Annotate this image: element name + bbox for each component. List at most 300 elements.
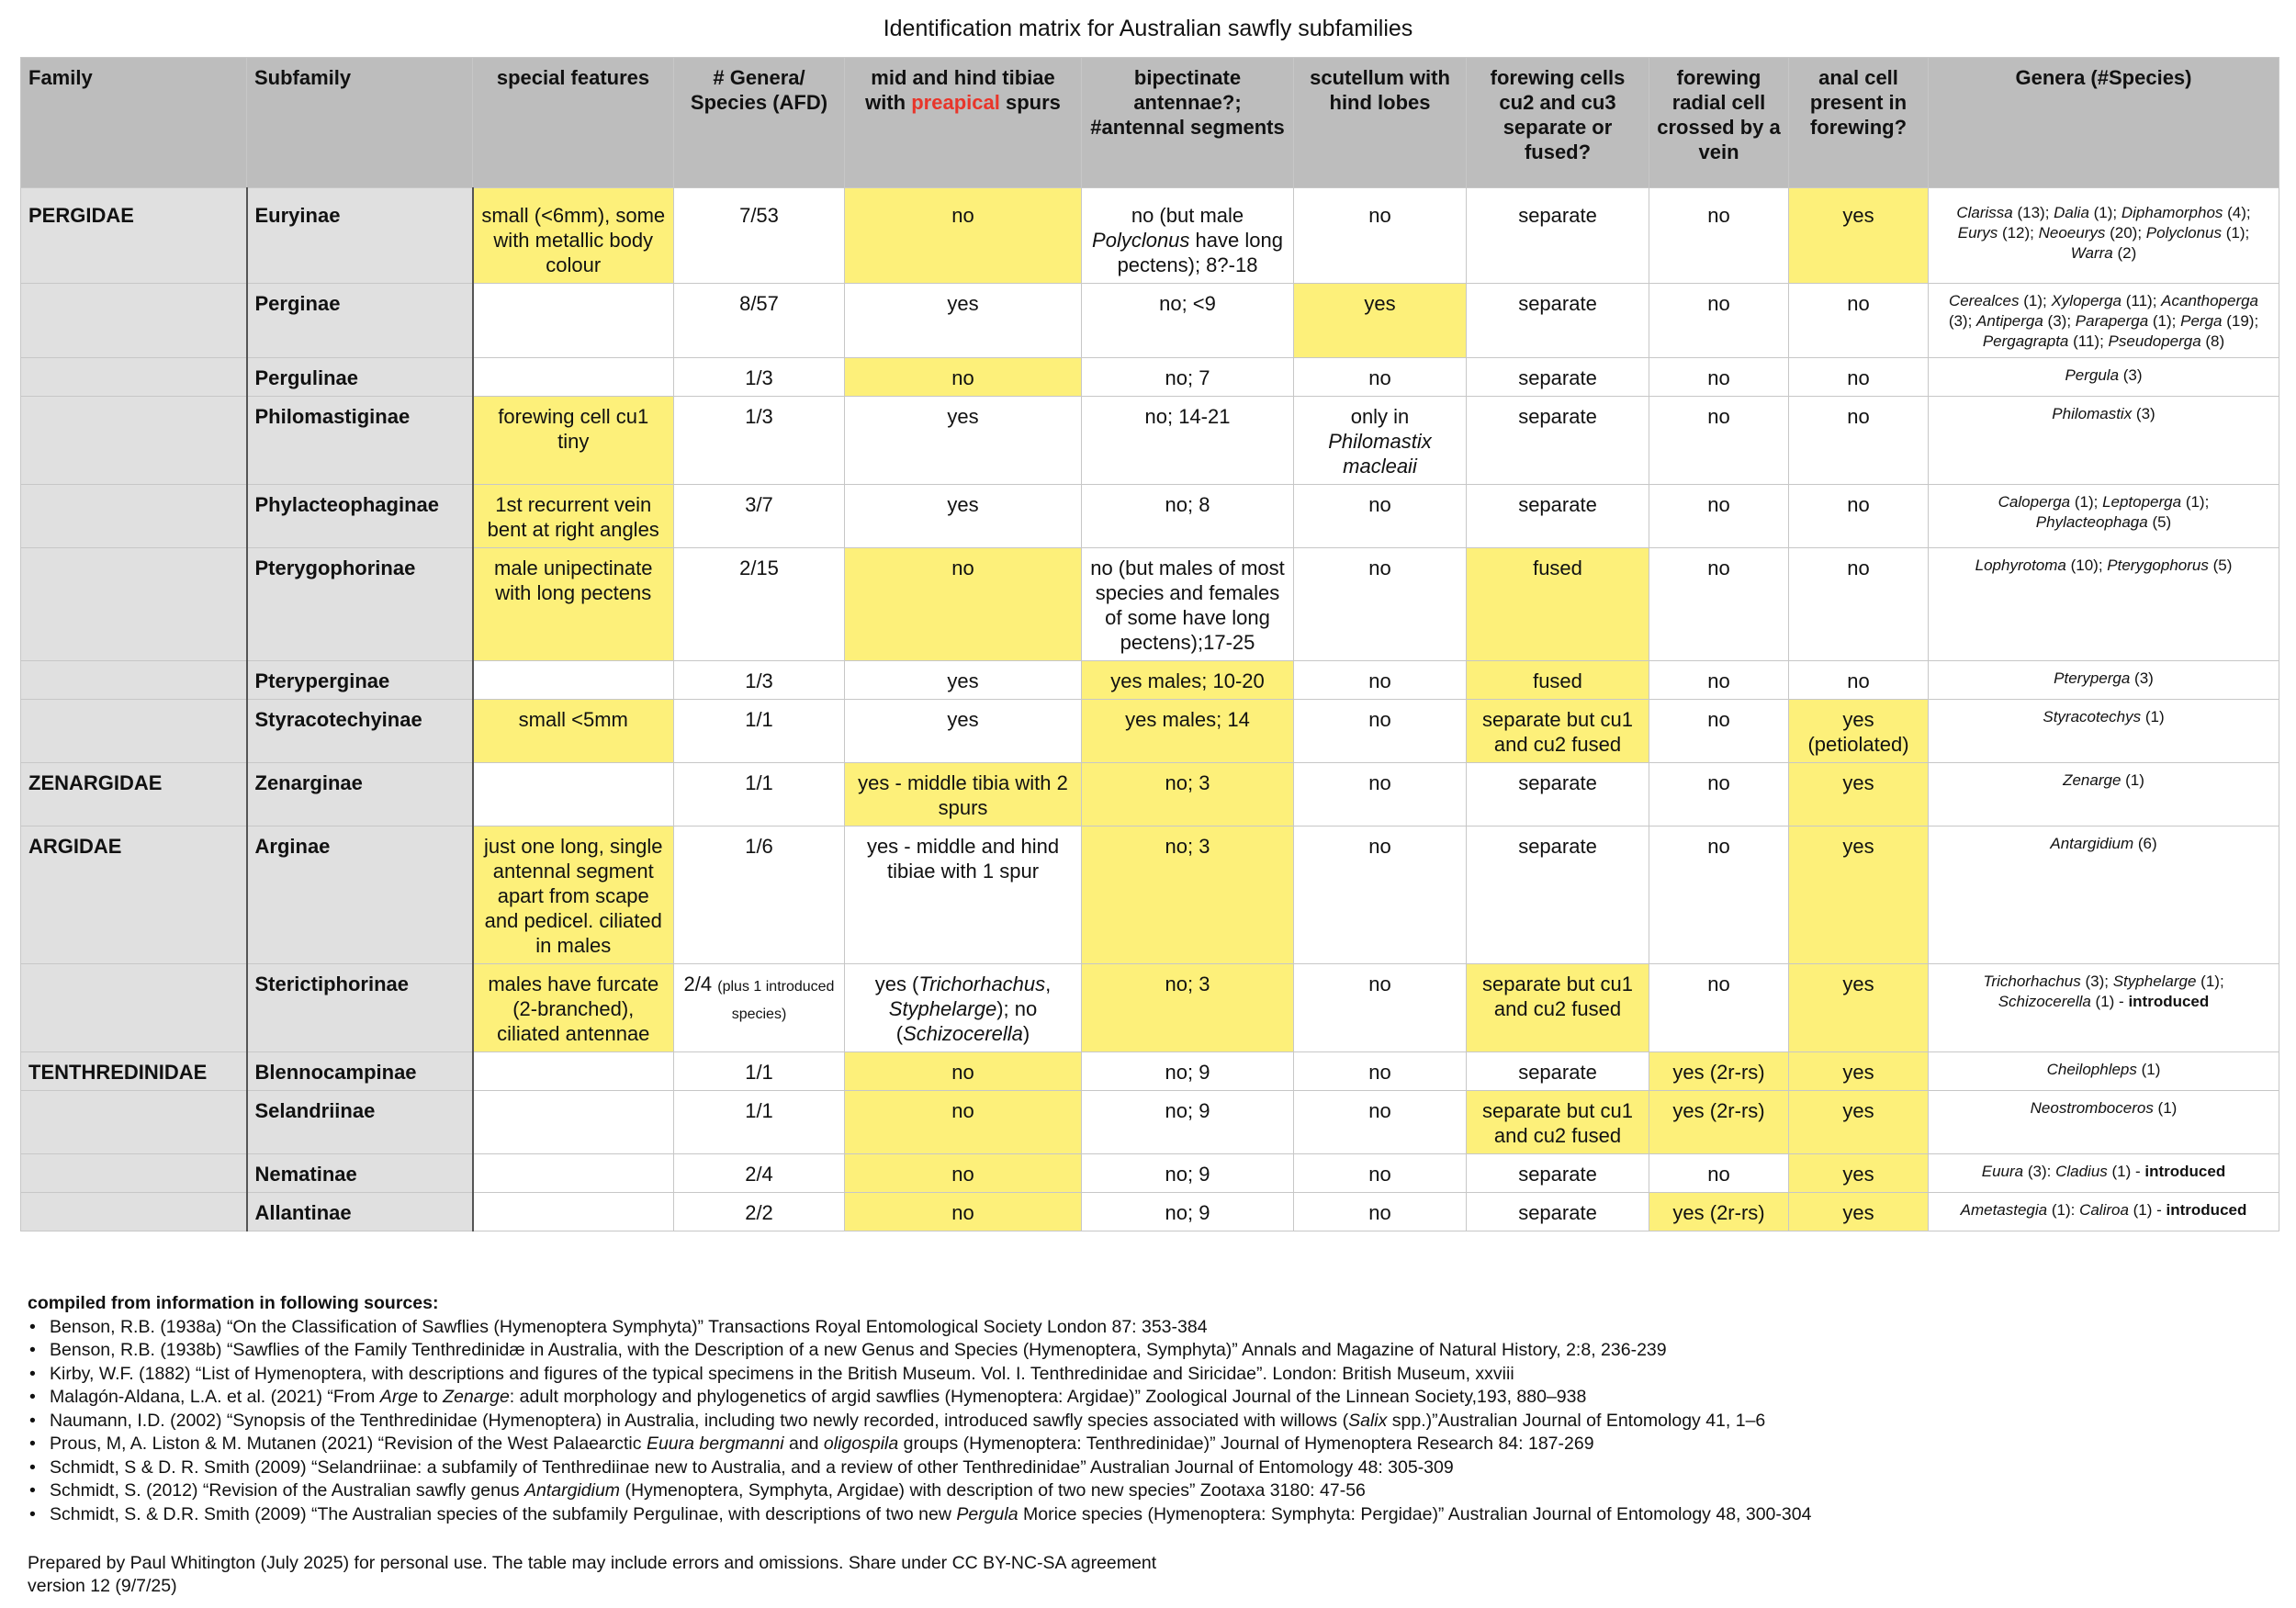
forewing-cells-cell: separate bbox=[1467, 1154, 1649, 1193]
genus-count: (3); bbox=[1948, 312, 1977, 330]
header-tibiae-post: spurs bbox=[999, 91, 1061, 114]
source-item bbox=[28, 1456, 2278, 1480]
subfamily-cell: Phylacteophaginae bbox=[247, 485, 473, 548]
source-item bbox=[28, 1363, 2278, 1387]
tibiae-cell bbox=[845, 964, 1082, 1052]
radial-cell: no bbox=[1649, 763, 1789, 826]
table-row bbox=[21, 700, 2279, 763]
table-row bbox=[21, 964, 2279, 1052]
genera-species-value: 2/4 bbox=[683, 973, 713, 995]
scutellum-cell bbox=[1294, 397, 1467, 485]
genus-count: (6) bbox=[2133, 835, 2157, 852]
header-tibiae-pre: mid and hind tibiae with bbox=[865, 66, 1055, 114]
forewing-cells-cell: separate but cu1 and cu2 fused bbox=[1467, 1091, 1649, 1154]
sources-section bbox=[28, 1292, 2278, 1526]
family-cell bbox=[21, 1091, 247, 1154]
antennae-genus: Polyclonus bbox=[1092, 229, 1190, 252]
source-item bbox=[28, 1410, 2278, 1434]
genera-species-note: (plus 1 introduced species) bbox=[717, 979, 835, 1022]
genus-count: (3) bbox=[2132, 405, 2155, 422]
special-features-cell bbox=[473, 284, 674, 358]
genera-species-cell: 3/7 bbox=[674, 485, 845, 548]
table-row bbox=[21, 1154, 2279, 1193]
genera-species-cell: 1/1 bbox=[674, 1052, 845, 1091]
special-features-cell: just one long, single antennal segment apart from scape and pedicel. ciliated in males bbox=[473, 826, 674, 964]
header-scutellum: scutellum with hind lobes bbox=[1294, 58, 1467, 188]
genus-name: Warra bbox=[2070, 244, 2113, 262]
genus-name: Leptoperga bbox=[2102, 493, 2182, 511]
antennae-cell: no; 9 bbox=[1082, 1193, 1294, 1231]
genera-cell bbox=[1929, 1154, 2279, 1193]
genera-species-cell: 7/53 bbox=[674, 188, 845, 284]
introduced-label: introduced bbox=[2166, 1201, 2247, 1219]
header-family: Family bbox=[21, 58, 247, 188]
genus-count: (1) - bbox=[2090, 993, 2129, 1010]
forewing-cells-cell: separate bbox=[1467, 1052, 1649, 1091]
subfamily-cell: Pteryperginae bbox=[247, 661, 473, 700]
source-italic: Pergula bbox=[956, 1503, 1019, 1524]
header-antennae: bipectinate antennae?; #antennal segments bbox=[1082, 58, 1294, 188]
antennae-cell: no; <9 bbox=[1082, 284, 1294, 358]
genus-count: (1); bbox=[2088, 204, 2122, 221]
subfamily-cell: Euryinae bbox=[247, 188, 473, 284]
subfamily-cell: Pergulinae bbox=[247, 358, 473, 397]
genus-name: Cerealces bbox=[1948, 292, 2020, 309]
genus-count: (3); bbox=[2043, 312, 2076, 330]
source-text: Schmidt, S. & D.R. Smith (2009) “The Australian species of the subfamily Pergulinae, with descriptions of two new bbox=[50, 1503, 957, 1524]
special-features-cell bbox=[473, 1193, 674, 1231]
genus-count: (1) - bbox=[2128, 1201, 2167, 1219]
subfamily-cell: Perginae bbox=[247, 284, 473, 358]
source-text: Benson, R.B. (1938a) “On the Classification of Sawflies (Hymenoptera Symphyta)” Transactions Royal Entomological Society London 87: 353-384 bbox=[50, 1316, 1208, 1337]
genera-cell bbox=[1929, 763, 2279, 826]
genus-name: Xyloperga bbox=[2051, 292, 2122, 309]
genera-species-cell: 8/57 bbox=[674, 284, 845, 358]
header-tibiae bbox=[845, 58, 1082, 188]
family-cell-zenargidae: ZENARGIDAE bbox=[21, 763, 247, 826]
genus-name: Diphamorphos bbox=[2121, 204, 2223, 221]
subfamily-cell: Philomastiginae bbox=[247, 397, 473, 485]
genus-count: (1); bbox=[2019, 292, 2052, 309]
genus-count: (3); bbox=[2080, 973, 2113, 990]
subfamily-cell: Pterygophorinae bbox=[247, 548, 473, 661]
scutellum-cell: no bbox=[1294, 1193, 1467, 1231]
introduced-label: introduced bbox=[2144, 1163, 2226, 1180]
table-row bbox=[21, 1091, 2279, 1154]
tibiae-genus: Schizocerella bbox=[903, 1022, 1023, 1045]
genus-name: Cheilophleps bbox=[2046, 1061, 2137, 1078]
genus-count: (1): bbox=[2047, 1201, 2080, 1219]
family-cell-tenthredinidae: TENTHREDINIDAE bbox=[21, 1052, 247, 1091]
antennae-cell: no; 7 bbox=[1082, 358, 1294, 397]
genus-count: (1) bbox=[2153, 1099, 2178, 1117]
tibiae-text: ) bbox=[1022, 1022, 1030, 1045]
source-text: Schmidt, S & D. R. Smith (2009) “Selandriinae: a subfamily of Tenthrediinae new to Australia, and a review of other Tenthredinidae” Australian Journal of Entomology 48: 305-309 bbox=[50, 1456, 1454, 1478]
genus-name: Ametastegia bbox=[1960, 1201, 2048, 1219]
forewing-cells-cell: separate bbox=[1467, 826, 1649, 964]
anal-cell: no bbox=[1789, 358, 1929, 397]
genus-name: Polyclonus bbox=[2145, 224, 2223, 242]
genus-count: (1) - bbox=[2107, 1163, 2145, 1180]
genus-name: Schizocerella bbox=[1998, 993, 2091, 1010]
antennae-cell: no; 9 bbox=[1082, 1052, 1294, 1091]
radial-cell: no bbox=[1649, 700, 1789, 763]
forewing-cells-cell: separate bbox=[1467, 358, 1649, 397]
identification-matrix bbox=[20, 57, 2279, 1231]
anal-cell: no bbox=[1789, 485, 1929, 548]
anal-cell: no bbox=[1789, 397, 1929, 485]
forewing-cells-cell: separate but cu1 and cu2 fused bbox=[1467, 964, 1649, 1052]
family-cell bbox=[21, 700, 247, 763]
subfamily-cell: Styracotechyinae bbox=[247, 700, 473, 763]
tibiae-text: yes ( bbox=[874, 973, 919, 995]
family-cell bbox=[21, 1193, 247, 1231]
source-text: Kirby, W.F. (1882) “List of Hymenoptera, with descriptions and figures of the typical specimens in the British Museum. Vol. I. Tenthredinidae and Siricidae”. London: British Museum, xxviii bbox=[50, 1363, 1514, 1384]
source-text: groups (Hymenoptera: Tenthredinidae)” Journal of Hymenoptera Research 84: 187-269 bbox=[898, 1434, 1594, 1454]
genera-species-cell: 1/3 bbox=[674, 397, 845, 485]
scutellum-cell: yes bbox=[1294, 284, 1467, 358]
source-item bbox=[28, 1316, 2278, 1340]
radial-cell: no bbox=[1649, 284, 1789, 358]
genus-count: (1) bbox=[2121, 771, 2144, 789]
forewing-cells-cell: separate bbox=[1467, 1193, 1649, 1231]
genus-count: (3) bbox=[2119, 366, 2143, 384]
special-features-cell: forewing cell cu1 tiny bbox=[473, 397, 674, 485]
genus-count: (1); bbox=[2222, 224, 2250, 242]
genus-name: Trichorhachus bbox=[1983, 973, 2081, 990]
genera-species-cell: 1/6 bbox=[674, 826, 845, 964]
scutellum-cell: no bbox=[1294, 700, 1467, 763]
source-text: Naumann, I.D. (2002) “Synopsis of the Tenthredinidae (Hymenoptera) in Australia, including two newly recorded, introduced sawfly species associated with willows ( bbox=[50, 1410, 1349, 1431]
genus-name: Acanthoperga bbox=[2161, 292, 2259, 309]
subfamily-cell: Arginae bbox=[247, 826, 473, 964]
genera-cell bbox=[1929, 397, 2279, 485]
header-genera: Genera (#Species) bbox=[1929, 58, 2279, 188]
genus-count: (1) bbox=[2141, 708, 2165, 725]
tibiae-cell: yes bbox=[845, 485, 1082, 548]
source-text: Malagón-Aldana, L.A. et al. (2021) “From bbox=[50, 1387, 380, 1407]
genus-count: (1) bbox=[2136, 1061, 2161, 1078]
genus-name: Pteryperga bbox=[2054, 669, 2131, 687]
tibiae-cell: yes bbox=[845, 700, 1082, 763]
genus-name: Phylacteophaga bbox=[2035, 513, 2148, 531]
anal-cell: yes bbox=[1789, 826, 1929, 964]
genus-count: (2) bbox=[2112, 244, 2137, 262]
genera-species-cell: 2/2 bbox=[674, 1193, 845, 1231]
tibiae-cell: no bbox=[845, 358, 1082, 397]
scutellum-cell: no bbox=[1294, 188, 1467, 284]
subfamily-cell: Nematinae bbox=[247, 1154, 473, 1193]
special-features-cell: males have furcate (2-branched), ciliated antennae bbox=[473, 964, 674, 1052]
antennae-cell: no (but males of most species and females of some have long pectens);17-25 bbox=[1082, 548, 1294, 661]
tibiae-cell: yes - middle and hind tibiae with 1 spur bbox=[845, 826, 1082, 964]
scutellum-cell: no bbox=[1294, 1052, 1467, 1091]
source-italic: Zenarge bbox=[443, 1387, 510, 1407]
antennae-cell: no; 3 bbox=[1082, 964, 1294, 1052]
source-text: Morice species (Hymenoptera: Symphyta: Pergidae)” Australian Journal of Entomology 48, 300-304 bbox=[1018, 1503, 1812, 1524]
family-cell bbox=[21, 397, 247, 485]
tibiae-text: , bbox=[1045, 973, 1052, 995]
source-text: to bbox=[418, 1387, 444, 1407]
forewing-cells-cell: separate bbox=[1467, 485, 1649, 548]
source-text: : adult morphology and phylogenetics of argid sawflies (Hymenoptera: Argidae)” Zoological Journal of the Linnean Society,193, 880–938 bbox=[509, 1387, 1587, 1407]
special-features-cell bbox=[473, 358, 674, 397]
genus-name: Pseudoperga bbox=[2108, 332, 2201, 350]
genus-name: Philomastix bbox=[2052, 405, 2133, 422]
tibiae-cell: no bbox=[845, 188, 1082, 284]
radial-cell: no bbox=[1649, 548, 1789, 661]
header-forewing-cells: forewing cells cu2 and cu3 separate or fused? bbox=[1467, 58, 1649, 188]
special-features-cell bbox=[473, 1052, 674, 1091]
genus-name: Antargidium bbox=[2050, 835, 2134, 852]
prepared-by-note: Prepared by Paul Whitington (July 2025) for personal use. The table may include errors and omissions. Share under CC BY-NC-SA agreement bbox=[28, 1553, 1157, 1573]
genera-species-cell bbox=[674, 964, 845, 1052]
family-cell bbox=[21, 661, 247, 700]
source-italic: Antargidium bbox=[524, 1480, 621, 1501]
anal-cell: yes bbox=[1789, 1091, 1929, 1154]
genera-cell bbox=[1929, 826, 2279, 964]
scutellum-cell: no bbox=[1294, 1154, 1467, 1193]
genera-cell bbox=[1929, 284, 2279, 358]
special-features-cell: small (<6mm), some with metallic body colour bbox=[473, 188, 674, 284]
genus-name: Lophyrotoma bbox=[1975, 557, 2066, 574]
header-anal-cell: anal cell present in forewing? bbox=[1789, 58, 1929, 188]
forewing-cells-cell: separate but cu1 and cu2 fused bbox=[1467, 700, 1649, 763]
genus-count: (8) bbox=[2200, 332, 2225, 350]
genus-name: Pterygophorus bbox=[2107, 557, 2209, 574]
subfamily-cell: Allantinae bbox=[247, 1193, 473, 1231]
anal-cell: yes (petiolated) bbox=[1789, 700, 1929, 763]
source-item bbox=[28, 1479, 2278, 1503]
tibiae-cell: no bbox=[845, 1154, 1082, 1193]
scutellum-species: Philomastix macleaii bbox=[1328, 430, 1432, 478]
genus-count: (5) bbox=[2208, 557, 2233, 574]
source-item bbox=[28, 1339, 2278, 1363]
antennae-cell: no; 3 bbox=[1082, 763, 1294, 826]
introduced-label: introduced bbox=[2128, 993, 2210, 1010]
genera-cell bbox=[1929, 700, 2279, 763]
genus-name: Pergagrapta bbox=[1982, 332, 2069, 350]
tibiae-cell: yes bbox=[845, 284, 1082, 358]
genus-count: (11); bbox=[2068, 332, 2109, 350]
genus-name: Cladius bbox=[2055, 1163, 2108, 1180]
genera-species-cell: 1/3 bbox=[674, 358, 845, 397]
genera-cell bbox=[1929, 964, 2279, 1052]
forewing-cells-cell: separate bbox=[1467, 188, 1649, 284]
genus-count: (13); bbox=[2012, 204, 2054, 221]
radial-cell: no bbox=[1649, 1154, 1789, 1193]
genera-cell bbox=[1929, 661, 2279, 700]
source-text: (Hymenoptera, Symphyta, Argidae) with description of two new species” Zootaxa 3180: 47-56 bbox=[620, 1480, 1366, 1501]
special-features-cell: 1st recurrent vein bent at right angles bbox=[473, 485, 674, 548]
special-features-cell: small <5mm bbox=[473, 700, 674, 763]
page-title: Identification matrix for Australian sawfly subfamilies bbox=[883, 16, 1413, 41]
tibiae-cell: no bbox=[845, 1091, 1082, 1154]
header-subfamily: Subfamily bbox=[247, 58, 473, 188]
anal-cell: yes bbox=[1789, 964, 1929, 1052]
radial-cell: no bbox=[1649, 397, 1789, 485]
genera-cell bbox=[1929, 1052, 2279, 1091]
special-features-cell: male unipectinate with long pectens bbox=[473, 548, 674, 661]
genus-name: Neostromboceros bbox=[2030, 1099, 2154, 1117]
anal-cell: yes bbox=[1789, 188, 1929, 284]
genus-name: Antiperga bbox=[1976, 312, 2043, 330]
footer bbox=[28, 1552, 1156, 1598]
table-row bbox=[21, 1052, 2279, 1091]
anal-cell: yes bbox=[1789, 1052, 1929, 1091]
tibiae-text: ); no ( bbox=[895, 997, 1038, 1045]
subfamily-cell: Selandriinae bbox=[247, 1091, 473, 1154]
forewing-cells-cell: separate bbox=[1467, 284, 1649, 358]
genus-count: (19); bbox=[2222, 312, 2259, 330]
family-cell bbox=[21, 284, 247, 358]
special-features-cell bbox=[473, 1154, 674, 1193]
antennae-text: no (but male bbox=[1131, 204, 1244, 227]
tibiae-cell: no bbox=[845, 1193, 1082, 1231]
table-row bbox=[21, 763, 2279, 826]
genus-count: (11); bbox=[2122, 292, 2162, 309]
forewing-cells-cell: separate bbox=[1467, 763, 1649, 826]
genera-species-cell: 1/1 bbox=[674, 700, 845, 763]
genus-name: Clarissa bbox=[1956, 204, 2013, 221]
genus-count: (1); bbox=[2181, 493, 2210, 511]
sources-heading: compiled from information in following sources: bbox=[28, 1293, 439, 1313]
radial-cell: yes (2r-rs) bbox=[1649, 1193, 1789, 1231]
anal-cell: no bbox=[1789, 284, 1929, 358]
genus-name: Caliroa bbox=[2079, 1201, 2129, 1219]
genus-count: (1); bbox=[2148, 312, 2181, 330]
antennae-cell: no; 9 bbox=[1082, 1091, 1294, 1154]
genus-name: Zenarge bbox=[2063, 771, 2122, 789]
genus-count: (5) bbox=[2147, 513, 2172, 531]
tibiae-cell: yes bbox=[845, 397, 1082, 485]
source-text: spp.)”Australian Journal of Entomology 41, 1–6 bbox=[1387, 1410, 1766, 1431]
genus-name: Styracotechys bbox=[2043, 708, 2142, 725]
radial-cell: yes (2r-rs) bbox=[1649, 1091, 1789, 1154]
source-text: and bbox=[783, 1434, 824, 1454]
source-text: Benson, R.B. (1938b) “Sawflies of the Family Tenthredinidæ in Australia, with the Description of a new Genus and Species (Hymenoptera, Symphyta)” Annals and Magazine of Natural History, 2:8, 236-239 bbox=[50, 1340, 1667, 1360]
anal-cell: yes bbox=[1789, 1154, 1929, 1193]
source-item bbox=[28, 1433, 2278, 1456]
special-features-cell bbox=[473, 1091, 674, 1154]
header-special-features: special features bbox=[473, 58, 674, 188]
radial-cell: no bbox=[1649, 358, 1789, 397]
table-row bbox=[21, 397, 2279, 485]
table-row bbox=[21, 661, 2279, 700]
scutellum-cell: no bbox=[1294, 826, 1467, 964]
tibiae-cell: yes bbox=[845, 661, 1082, 700]
special-features-cell bbox=[473, 661, 674, 700]
genus-name: Paraperga bbox=[2075, 312, 2149, 330]
scutellum-cell: no bbox=[1294, 1091, 1467, 1154]
table-row bbox=[21, 548, 2279, 661]
anal-cell: no bbox=[1789, 548, 1929, 661]
radial-cell: no bbox=[1649, 964, 1789, 1052]
genus-count: (3) bbox=[2130, 669, 2154, 687]
scutellum-text: only in bbox=[1350, 405, 1410, 428]
anal-cell: yes bbox=[1789, 763, 1929, 826]
family-cell bbox=[21, 1154, 247, 1193]
subfamily-cell: Zenarginae bbox=[247, 763, 473, 826]
source-italic: oligospila bbox=[823, 1434, 899, 1454]
forewing-cells-cell: fused bbox=[1467, 661, 1649, 700]
tibiae-cell: no bbox=[845, 548, 1082, 661]
scutellum-cell: no bbox=[1294, 358, 1467, 397]
table-row bbox=[21, 1193, 2279, 1231]
radial-cell: no bbox=[1649, 661, 1789, 700]
family-cell bbox=[21, 548, 247, 661]
genera-cell bbox=[1929, 548, 2279, 661]
source-item bbox=[28, 1386, 2278, 1410]
genera-species-cell: 1/1 bbox=[674, 1091, 845, 1154]
table-row bbox=[21, 358, 2279, 397]
genera-species-cell: 2/15 bbox=[674, 548, 845, 661]
source-italic: Euura bergmanni bbox=[646, 1434, 784, 1454]
source-italic: Salix bbox=[1348, 1410, 1388, 1431]
genus-name: Euura bbox=[1981, 1163, 2024, 1180]
genus-count: (12); bbox=[1998, 224, 2039, 242]
genus-count: (4); bbox=[2223, 204, 2251, 221]
radial-cell: no bbox=[1649, 485, 1789, 548]
antennae-cell: no; 14-21 bbox=[1082, 397, 1294, 485]
genera-species-cell: 1/3 bbox=[674, 661, 845, 700]
family-cell-argidae: ARGIDAE bbox=[21, 826, 247, 964]
source-italic: Arge bbox=[379, 1387, 419, 1407]
table-row bbox=[21, 485, 2279, 548]
antennae-cell: no; 9 bbox=[1082, 1154, 1294, 1193]
subfamily-cell: Sterictiphorinae bbox=[247, 964, 473, 1052]
forewing-cells-cell: separate bbox=[1467, 397, 1649, 485]
source-item bbox=[28, 1503, 2278, 1527]
tibiae-genus: Styphelarge bbox=[888, 997, 997, 1020]
scutellum-cell: no bbox=[1294, 964, 1467, 1052]
family-cell-pergidae: PERGIDAE bbox=[21, 188, 247, 284]
family-cell bbox=[21, 964, 247, 1052]
genus-name: Caloperga bbox=[1998, 493, 2071, 511]
special-features-cell bbox=[473, 763, 674, 826]
genus-name: Pergula bbox=[2065, 366, 2120, 384]
version-label: version 12 (9/7/25) bbox=[28, 1576, 177, 1596]
genera-cell bbox=[1929, 358, 2279, 397]
genera-cell bbox=[1929, 1193, 2279, 1231]
antennae-cell: no; 8 bbox=[1082, 485, 1294, 548]
genus-count: (1); bbox=[2070, 493, 2103, 511]
radial-cell: no bbox=[1649, 188, 1789, 284]
genus-name: Neoeurys bbox=[2038, 224, 2106, 242]
header-genera-species: # Genera/ Species (AFD) bbox=[674, 58, 845, 188]
genus-name: Dalia bbox=[2054, 204, 2089, 221]
scutellum-cell: no bbox=[1294, 661, 1467, 700]
genus-name: Perga bbox=[2180, 312, 2223, 330]
source-text: Prous, M, A. Liston & M. Mutanen (2021) “Revision of the West Palaearctic bbox=[50, 1434, 647, 1454]
antennae-cell: no; 3 bbox=[1082, 826, 1294, 964]
family-cell bbox=[21, 485, 247, 548]
scutellum-cell: no bbox=[1294, 548, 1467, 661]
genus-count: (1); bbox=[2196, 973, 2224, 990]
scutellum-cell: no bbox=[1294, 485, 1467, 548]
genera-species-cell: 1/1 bbox=[674, 763, 845, 826]
scutellum-cell: no bbox=[1294, 763, 1467, 826]
anal-cell: no bbox=[1789, 661, 1929, 700]
genera-cell bbox=[1929, 485, 2279, 548]
header-radial-cell: forewing radial cell crossed by a vein bbox=[1649, 58, 1789, 188]
antennae-cell bbox=[1082, 188, 1294, 284]
tibiae-cell: yes - middle tibia with 2 spurs bbox=[845, 763, 1082, 826]
radial-cell: yes (2r-rs) bbox=[1649, 1052, 1789, 1091]
header-tibiae-preapical: preapical bbox=[911, 91, 1000, 114]
genera-species-cell: 2/4 bbox=[674, 1154, 845, 1193]
antennae-cell: yes males; 10-20 bbox=[1082, 661, 1294, 700]
